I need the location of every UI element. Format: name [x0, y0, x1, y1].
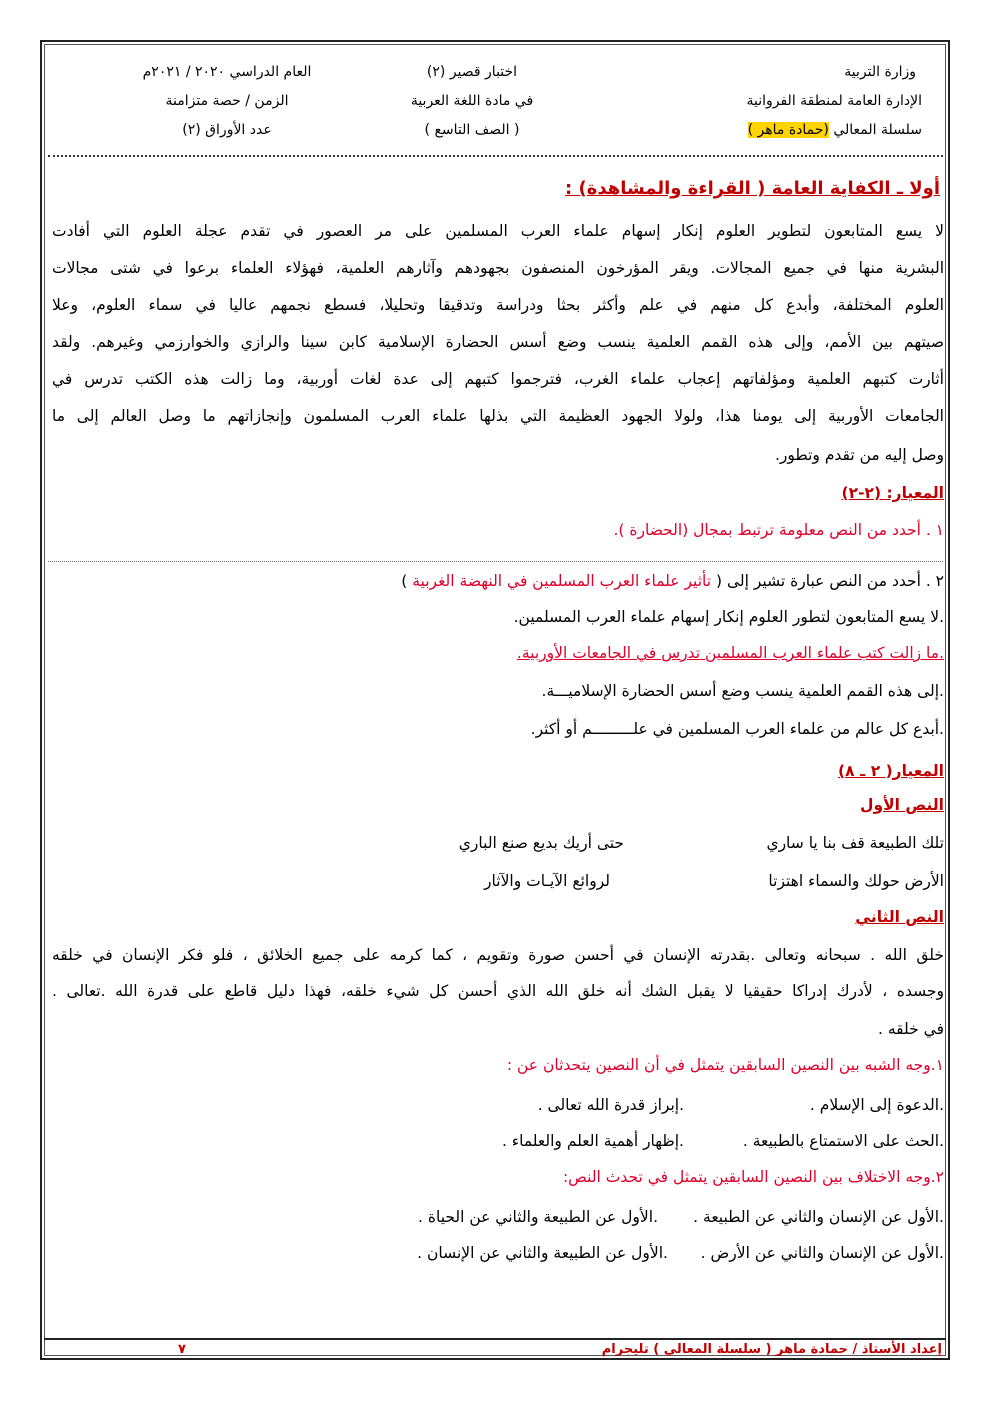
district-label: الإدارة العامة لمنطقة الفروانية	[746, 93, 922, 109]
option-item[interactable]: .الأول عن الطبيعة والثاني عن الحياة .	[418, 1208, 658, 1226]
option-item[interactable]: .الأول عن الإنسان والثاني عن الطبيعة .	[693, 1208, 944, 1226]
text2-line: وجسده ، لأدرك إدراكا حقيقيا لا يقبل الشك أنه خلق الله الذي أحسن كل شيء خلقه، فهذا دليل قاطع على قدرة الله .تعالى .	[52, 982, 944, 1000]
text2-line: في خلقه .	[878, 1020, 944, 1038]
series-label: سلسلة المعالي (حمادة ماهر )	[747, 122, 922, 138]
passage-line: أثارت كتبهم العلمية ومؤلفاتهم إعجاب علماء الغرب، فترجموا كتبهم إلى عدة لغات أوربية، وما زالت هذه الكتب تدرس في	[52, 370, 944, 388]
option-item[interactable]: .الحث على الاستمتاع بالطبيعة .	[742, 1132, 944, 1150]
time-label: الزمن / حصة متزامنة	[165, 93, 289, 109]
option-item[interactable]: .إلى هذه القمم العلمية ينسب وضع أسس الحضارة الإسلاميـــة.	[541, 682, 944, 700]
passage-line: صيتهم بين الأمم، وإلى هذه القمم العلمية ينسب وضع أسس الحضارة الإسلامية كابن سينا والرازي والخوارزمي وغيرهم. ولقد	[52, 333, 944, 351]
question-1: ١ . أحدد من النص معلومة ترتبط بمجال (الحضارة ).	[613, 521, 944, 539]
passage-line: الجامعات الأوربية إلى يومنا هذا، ولولا الجهود العظيمة التي بذلها علماء العرب المسلمون وإنجازاتهم ما وصل العالم إلى ما	[52, 407, 944, 425]
option-item[interactable]: .إظهار أهمية العلم والعلماء .	[501, 1132, 684, 1150]
quiz-title: اختبار قصير (٢)	[426, 64, 518, 80]
footer-credit: إعداد الأستاذ / حمادة ماهر ( سلسلة المعالي ) تليجرام	[601, 1342, 942, 1357]
verse-2-left: لروائع الآيـات والآثار	[484, 872, 610, 890]
text2-line: خلق الله . سبحانه وتعالى .بقدرته الإنسان في أحسن صورة وتقويم ، كما كرمه على جميع الخلائق ، فلو فكر الإنسان في خلقه	[52, 946, 944, 964]
question-2-target: تأثير علماء العرب المسلمين في النهضة الغربية	[407, 572, 716, 590]
page-count: عدد الأوراق (٢)	[182, 122, 272, 138]
option-item[interactable]: .الأول عن الطبيعة والثاني عن الإنسان .	[417, 1244, 668, 1262]
similarity-question: ١.وجه الشبه بين النصين السابقين يتمثل في أن النصين يتحدثان عن :	[506, 1056, 944, 1074]
text1-title: النص الأول	[860, 796, 944, 814]
subject-label: في مادة اللغة العربية	[410, 93, 534, 109]
verse-2-right: الأرض حولك والسماء اهتزتا	[768, 872, 944, 890]
ministry-label: وزارة التربية	[844, 64, 916, 80]
verse-1-right: تلك الطبيعة قف بنا يا ساري	[766, 834, 944, 852]
passage-line: البشرية منها في جميع المجالات. ويقر المؤرخون المنصفون بجهودهم وآثارهم العلمية، فهؤلاء العلماء برعوا في شتى مجالات	[52, 259, 944, 277]
section-title: أولا ـ الكفاية العامة ( القراءة والمشاهدة) :	[565, 178, 940, 199]
passage-line: وصل إليه من تقدم وتطور.	[774, 446, 944, 464]
option-item[interactable]: .الدعوة إلى الإسلام .	[809, 1096, 944, 1114]
answer-line	[48, 561, 943, 562]
option-item[interactable]: .لا يسع المتابعون لتطور العلوم إنكار إسهام علماء العرب المسلمين.	[513, 608, 944, 626]
difference-question: ٢.وجه الاختلاف بين النصين السابقين يتمثل في تحدث النص:	[562, 1168, 944, 1186]
header-middle-block	[362, 58, 582, 145]
page-number: ٧	[178, 1342, 186, 1357]
author-highlight: (حمادة ماهر )	[747, 122, 829, 138]
header-right-block	[746, 58, 922, 145]
header-left-block	[112, 58, 342, 145]
passage-line: لا يسع المتابعون لتطوير العلوم إنكار إسهام علماء العرب المسلمين على مر العصور في تقدم عجلة العلوم التي أفادت	[52, 222, 944, 240]
passage-line: العلوم المختلفة، وأبدع كل منهم في علم وأكثر بحثا ودراسة وتدقيقا وتحليلا، فسطع نجمهم عاليا في سماء العلوم، وعلا	[52, 296, 944, 314]
header-divider	[48, 155, 943, 157]
document-header	[60, 58, 932, 158]
option-item[interactable]: .الأول عن الإنسان والثاني عن الأرض .	[700, 1244, 944, 1262]
verse-1-left: حتى أريك بديع صنع الباري	[458, 834, 624, 852]
criterion-label: المعيار( ٢ ـ ٨)	[838, 762, 944, 780]
option-item-correct[interactable]: .ما زالت كتب علماء العرب المسلمين تدرس في الجامعات الأوربية.	[516, 644, 944, 662]
text2-title: النص الثاني	[855, 908, 944, 926]
option-item[interactable]: .إبراز قدرة الله تعالى .	[537, 1096, 684, 1114]
academic-year: العام الدراسي ٢٠٢٠ / ٢٠٢١م	[142, 64, 312, 80]
option-item[interactable]: .أبدع كل عالم من علماء العرب المسلمين في علـــــــــم أو أكثر.	[530, 720, 944, 738]
criterion-label: المعيار: (٢-٢)	[841, 484, 944, 502]
question-2: ٢ . أحدد من النص عبارة تشير إلى ( تأثير علماء العرب المسلمين في النهضة الغربية )	[401, 572, 944, 590]
page-inner-border	[44, 44, 946, 1356]
grade-label: ( الصف التاسع )	[424, 122, 520, 138]
